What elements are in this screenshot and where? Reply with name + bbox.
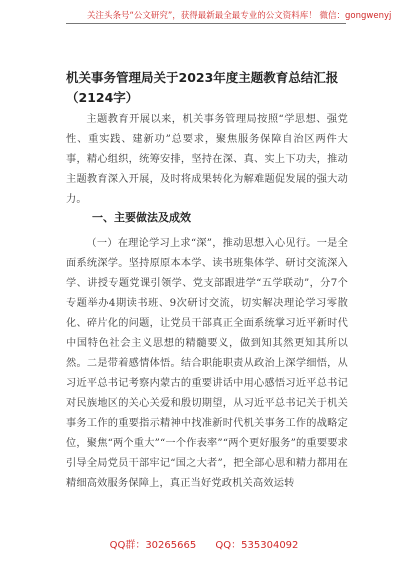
footer-contact <box>0 536 408 551</box>
qq-number-text: QQ：535304092 <box>215 540 299 551</box>
section-paragraph: （一）在理论学习上求“深”，推动思想入心见行。一是全面系统深学。坚持原原本本学、读书班集体学、研讨交流深入学、讲授专题党课引领学、党支部跟进学“五学联动”，分7个专题举办4期读书班、9次研讨交流，切实解决理论学习零散化、碎片化的问题，让党员干部真正全面系统掌习近平新时代中国特色社会主义思想的精髓要义，做到知其然更知其所以然。二是带着感情体悟。结合职能职责从政治上深学细悟，从习近平总书记考察内蒙古的重要讲话中用心感悟习近平总书记对民族地区的关心关爱和殷切期望，从习近平总书记关于机关事务工作的重要指示精神中找准新时代机关事务工作的战略定位，聚焦“两个重大”“一个作表率”“两个更好服务”的重要要求引导全局党员干部牢记“国之大者”，把全部心思和精力都用在精细高效服务保障上，真正当好党政机关高效运转 <box>66 238 348 489</box>
document-title: 机关事务管理局关于2023年度主题教育总结汇报（2124字） <box>66 70 339 105</box>
intro-paragraph: 主题教育开展以来，机关事务管理局按照“学思想、强党性、重实践、建新功”总要求，聚焦服务保障自治区两件大事，精心组织，统筹安排，坚持在深、真、实上下功夫，推动主题教育深入开展，及时将成果转化为解难题促发展的强大动力。 <box>66 114 348 205</box>
promo-banner: 关注头条号“公文研究”，获得最新最全最专业的公文资料库！ 微信：gongwenyj <box>87 11 392 21</box>
section-heading: 一、主要做法及成效 <box>92 211 191 224</box>
header-divider <box>66 23 346 24</box>
qq-group-text: QQ群：30265665 <box>109 540 197 551</box>
